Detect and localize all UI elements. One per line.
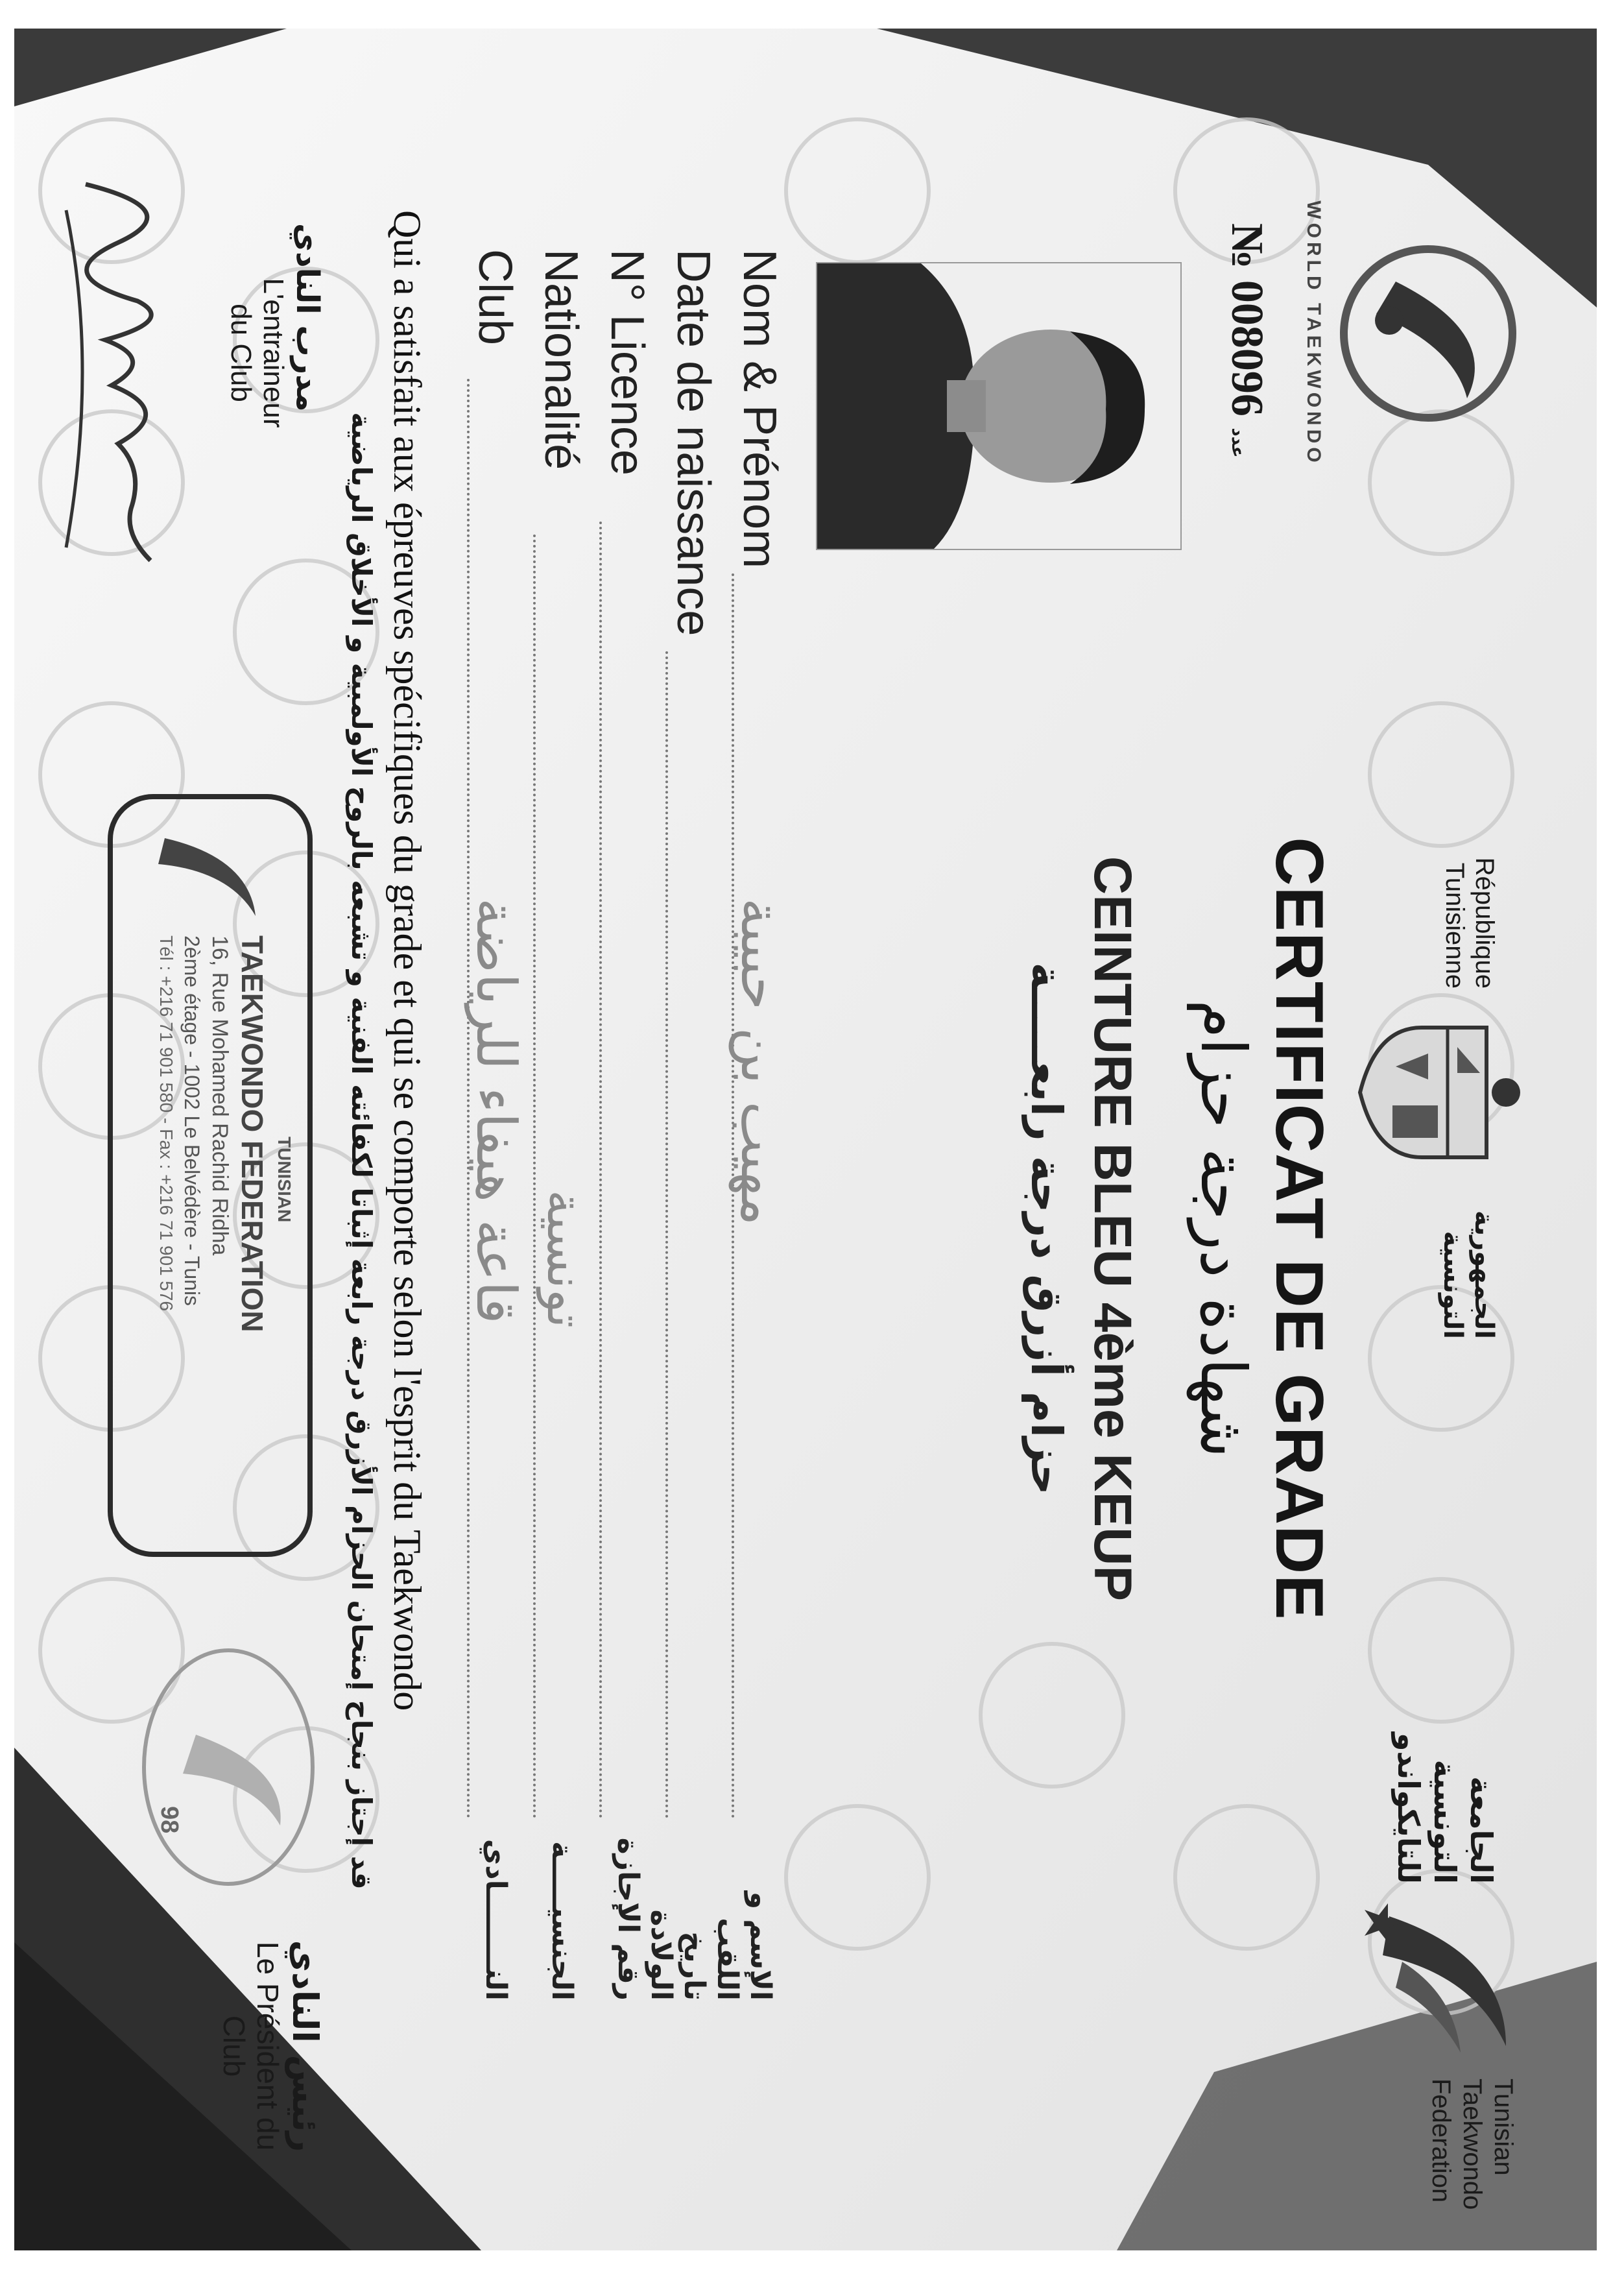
federation-en-line-2: Taekwondo: [1458, 2078, 1487, 2210]
field-value-club: قاعة هيفاء للرياضة: [464, 898, 528, 1324]
stamp-line-3: 16, Rue Mohamed Rachid Ridha: [208, 935, 232, 1256]
club-stamp-icon: [131, 1637, 326, 1897]
field-row-birthdate: [645, 249, 720, 2001]
trainer-title-fr-line-1: L'entraineur: [257, 278, 289, 428]
federation-en-line-1: Tunisian: [1489, 2078, 1518, 2176]
club-stamp-number: 98: [156, 1806, 183, 1834]
field-label-fr: Nationalité: [535, 249, 587, 470]
world-taekwondo-logo-text: WORLD TAEKWONDO: [1303, 200, 1324, 466]
stamp-logo-icon: [152, 825, 269, 922]
field-label-fr: N° Licence: [601, 249, 653, 476]
stamp-line-2: TAEKWONDO FEDERATION: [235, 935, 269, 1332]
field-row-licence: [589, 249, 654, 2001]
grade-fr: CEINTURE BLEU 4ème KEUP: [1083, 856, 1142, 1602]
president-signature-block: [217, 1910, 326, 2182]
field-value-name: مهيب بن حبيبة: [729, 898, 793, 1226]
field-label-ar: رقم الإجازة: [612, 1837, 645, 2001]
certificate-number: [1221, 223, 1272, 457]
federation-ar-line-2: التونسية: [1427, 1759, 1463, 1884]
statement-fr: Qui a satisfait aux épreuves spécifiques du grade et qui se comporte selon l'esprit du Taekwondo: [386, 210, 429, 1711]
field-row-nationality: [523, 249, 594, 2001]
republic-fr-line-1: République: [1470, 857, 1499, 989]
trainer-handwritten-signature-icon: [47, 171, 215, 573]
field-label-fr: Date de naissance: [667, 249, 719, 636]
trainer-title-fr: [224, 223, 289, 483]
president-title-fr-line-1: Le Président du: [251, 1941, 285, 2151]
federation-ar-line-3: للتايكواندو: [1391, 1732, 1426, 1884]
number-label-ar: عدد: [1228, 428, 1247, 458]
republic-fr: [1440, 794, 1499, 989]
certificate-title-ar: شهادة درجة حزام: [1187, 999, 1260, 1458]
field-row-name: [711, 249, 793, 2001]
federation-logo-icon: [1363, 1897, 1532, 2066]
republic-fr-line-2: Tunisienne: [1440, 862, 1469, 989]
certificate-scan: [14, 29, 1597, 2250]
certificate-content: [14, 29, 1597, 2250]
republic-ar-line-1: الجمهورية: [1469, 1210, 1499, 1339]
federation-en-line-3: Federation: [1427, 2078, 1455, 2203]
stamp-line-1: TUNISIAN: [274, 1137, 294, 1223]
trainer-title-ar: مدرب النادي: [289, 223, 326, 412]
president-title-ar: رئيس النادي: [285, 1940, 326, 2152]
trainer-title-fr-line-2: du Club: [225, 304, 257, 402]
field-row-club: [457, 249, 528, 2001]
field-label-ar: الإسم و اللقب: [711, 1891, 777, 2001]
field-label-ar: النــــــــادي: [479, 1838, 512, 2001]
field-label-fr: Club: [469, 249, 521, 346]
federation-stamp: [108, 794, 313, 1557]
republic-ar-line-2: التونسية: [1438, 1231, 1468, 1339]
stamp-line-4: 2ème étage - 1002 Le Belvédère - Tunis: [180, 935, 204, 1307]
world-taekwondo-logo-icon: [1331, 236, 1525, 431]
number-label-fr: №: [1222, 223, 1272, 269]
member-photo: [816, 262, 1182, 550]
trainer-signature-block: [224, 223, 326, 483]
republic-ar: [1437, 1196, 1499, 1339]
number-value: 008096: [1222, 280, 1272, 416]
statement-ar: قد إجتاز بنجاح إمتحان الحزام الأزرق درجة رابعة إثباتا لكفائته الفنية و تشبعه بالروح الأولمبية و الأخلاق الرياضية: [346, 412, 377, 1890]
certificate-title-fr: CERTIFICAT DE GRADE: [1261, 837, 1337, 1620]
grade-ar: حزام أزرق درجة رابعـــــة: [1021, 962, 1071, 1495]
member-photo-icon: [817, 263, 1180, 549]
stamp-line-5: Tél : +216 71 901 580 - Fax : +216 71 901 576: [156, 935, 176, 1312]
field-value-nationality: تونسية: [536, 1190, 594, 1329]
federation-ar: [1391, 1702, 1499, 1884]
president-title-fr-line-2: Club: [217, 2015, 251, 2077]
president-title-fr: [217, 1910, 285, 2182]
field-label-fr: Nom & Prénom: [734, 249, 785, 569]
field-label-ar: تاريخ الولادة: [645, 1909, 711, 2001]
federation-en: [1426, 2078, 1519, 2234]
federation-ar-line-1: الجامعة: [1464, 1776, 1499, 1884]
tunisia-coat-of-arms-icon: [1357, 1002, 1525, 1183]
member-fields: [449, 249, 793, 2001]
field-label-ar: الجنسيـــــة: [545, 1841, 579, 2001]
